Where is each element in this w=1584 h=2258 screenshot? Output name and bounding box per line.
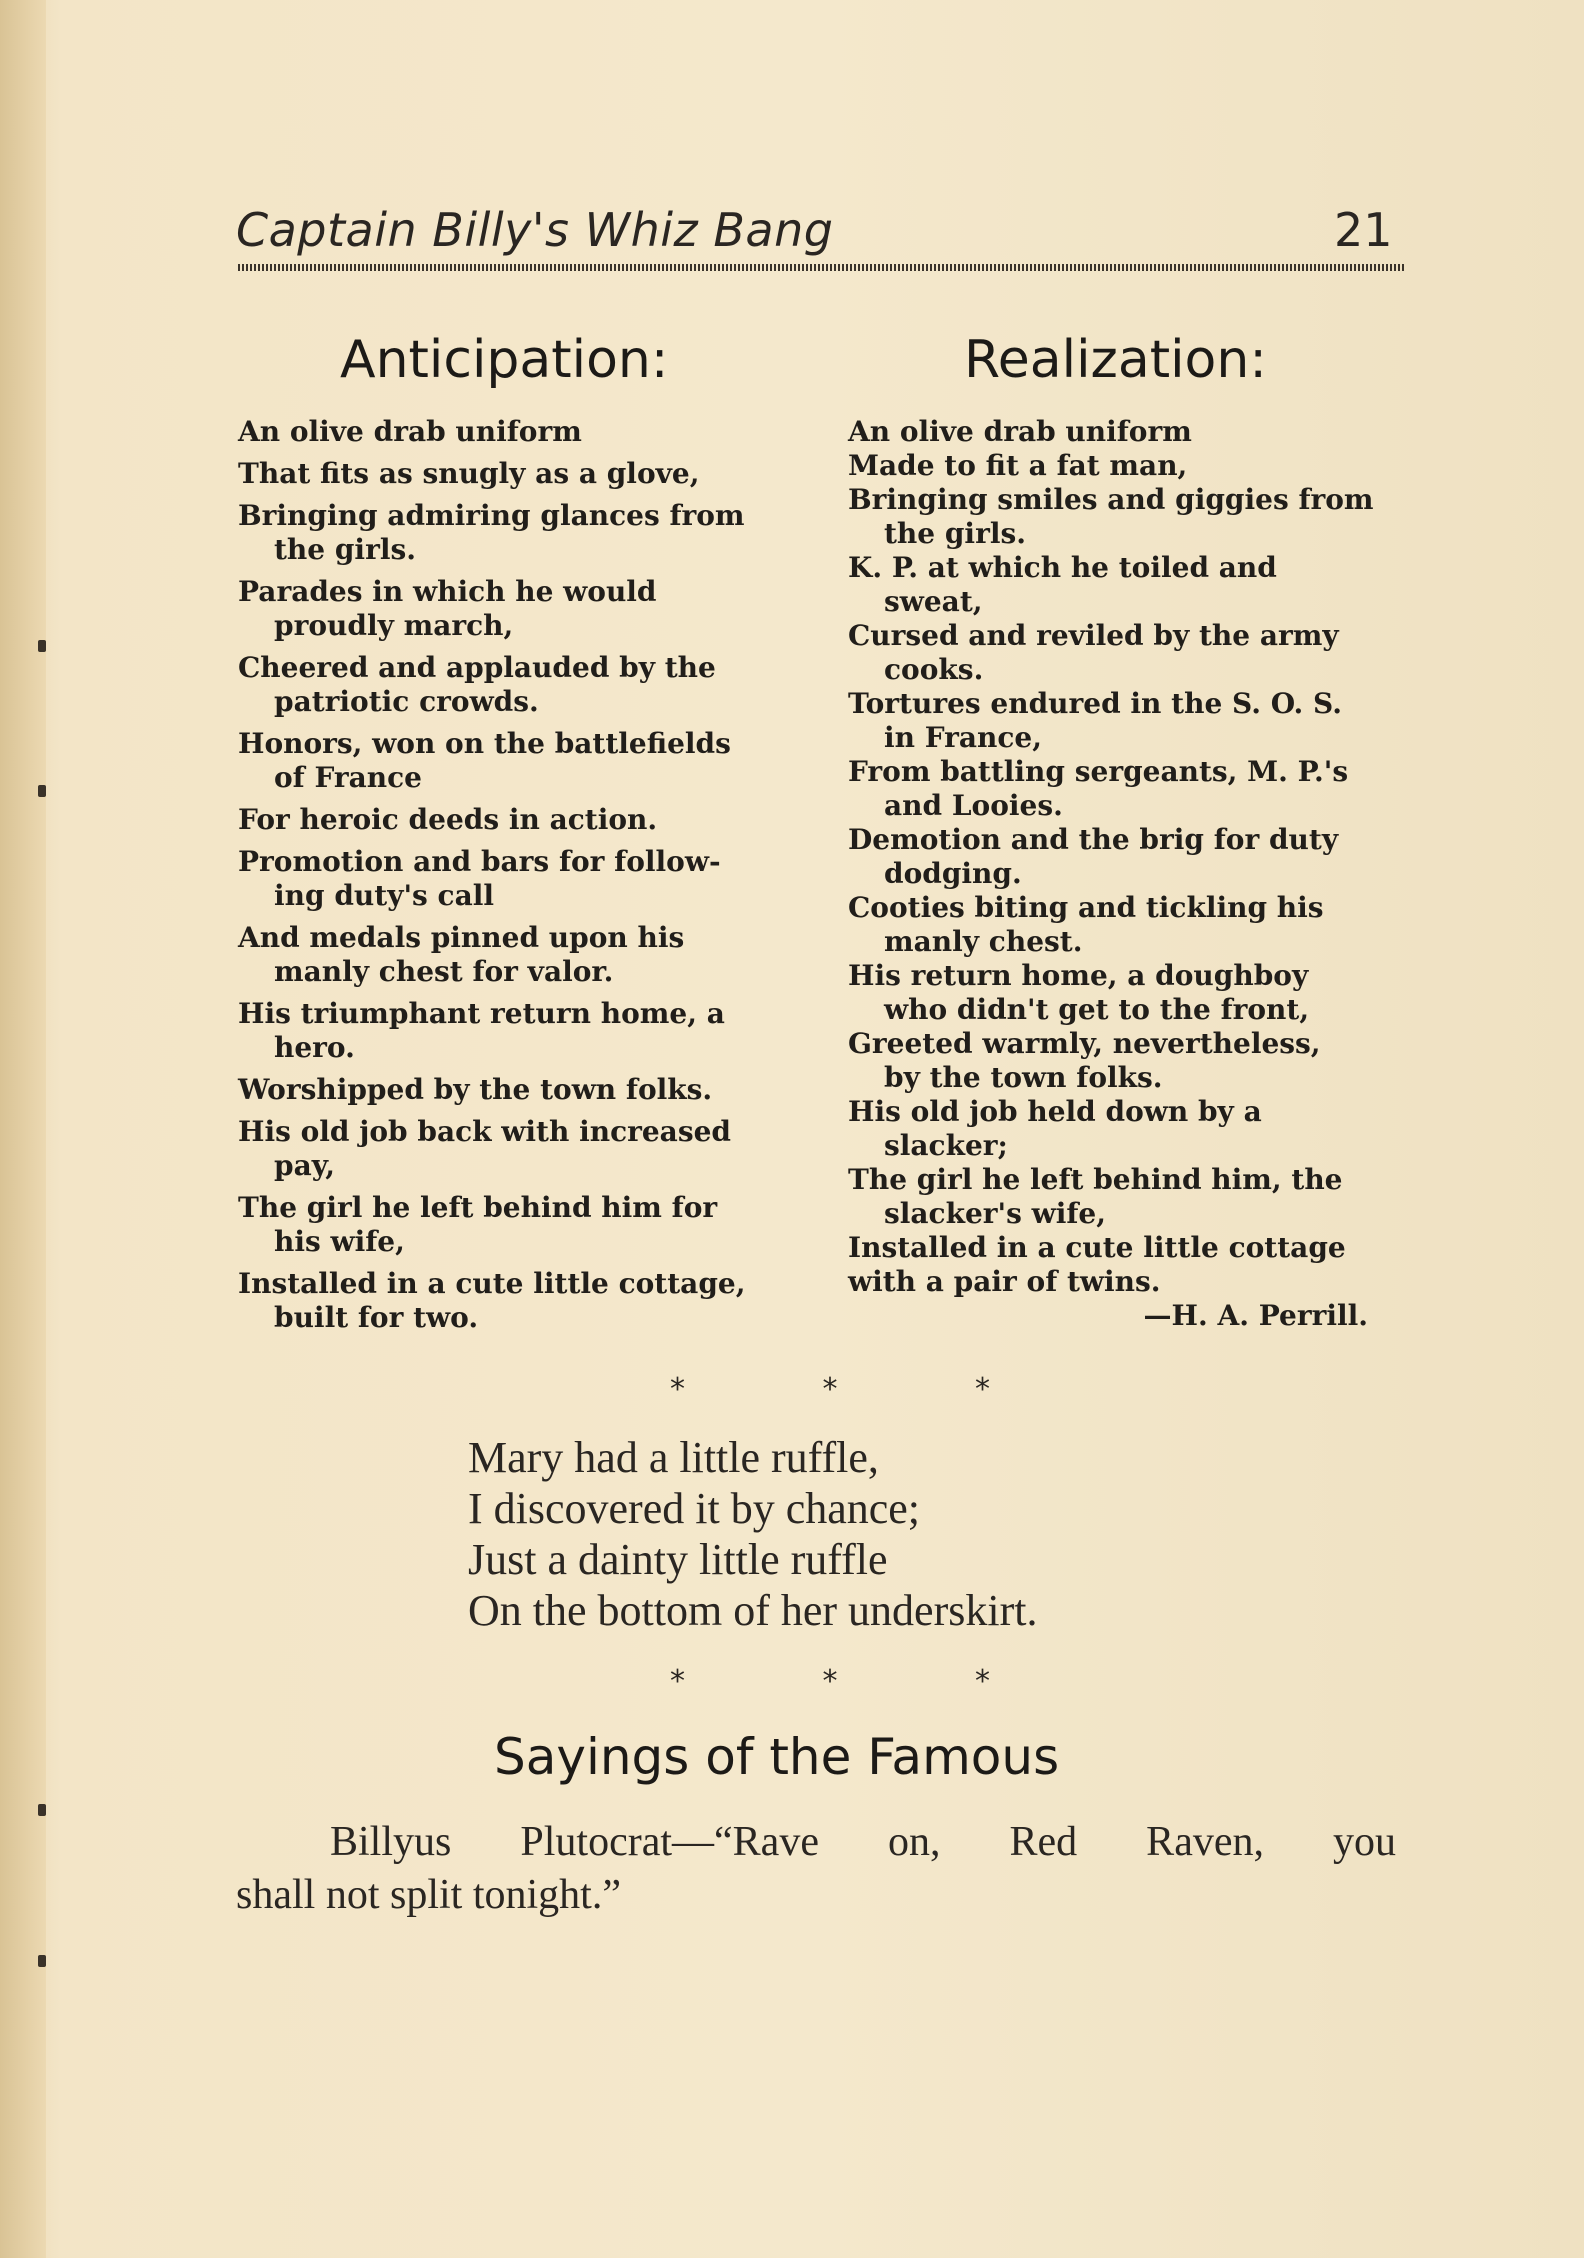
section-separator xyxy=(670,1372,990,1407)
poem-line-text: An olive drab uniform xyxy=(848,415,1192,448)
poem-line-continuation: cooks. xyxy=(884,653,984,686)
page-spine-edge xyxy=(0,0,46,2258)
binding-mark xyxy=(38,785,46,797)
poem-line-continuation: proudly march, xyxy=(274,609,514,642)
binding-mark xyxy=(38,1804,46,1816)
poem-line-text: His return home, a doughboy xyxy=(848,959,1309,992)
poem-line xyxy=(848,1163,1408,1231)
realization-poem xyxy=(848,415,1408,1333)
separator-asterisk: * xyxy=(670,1664,685,1699)
poem-line-text: Made to fit a fat man, xyxy=(848,449,1188,482)
ruffle-verse xyxy=(468,1432,1037,1636)
poem-line-text: Cheered and applauded by the xyxy=(238,651,716,684)
poem-line-continuation: dodging. xyxy=(884,857,1022,890)
poem-line-continuation: manly chest. xyxy=(884,925,1083,958)
verse-line: On the bottom of her underskirt. xyxy=(468,1586,1038,1635)
poem-line-text: Cooties biting and tickling his xyxy=(848,891,1324,924)
poem-line-continuation: the girls. xyxy=(274,533,416,566)
poem-line xyxy=(848,1095,1408,1163)
poem-line xyxy=(238,727,798,795)
poem-line-text: Demotion and the brig for duty xyxy=(848,823,1339,856)
poem-line-text: Greeted warmly, nevertheless, xyxy=(848,1027,1321,1060)
binding-mark xyxy=(38,640,46,652)
poem-line xyxy=(848,619,1408,687)
poem-line-continuation: his wife, xyxy=(274,1225,405,1258)
poem-line xyxy=(848,551,1408,619)
poem-line-continuation: pay, xyxy=(274,1149,336,1182)
poem-line xyxy=(848,1231,1408,1265)
separator-asterisk: * xyxy=(670,1372,685,1407)
saying-line: shall not split tonight.” xyxy=(236,1872,621,1918)
verse-line: I discovered it by chance; xyxy=(468,1484,921,1533)
poem-line-continuation: the girls. xyxy=(884,517,1026,550)
poem-line xyxy=(848,687,1408,755)
poem-line xyxy=(848,483,1408,551)
poem-line-text: And medals pinned upon his xyxy=(238,921,685,954)
poem-line xyxy=(238,1073,798,1107)
poem-line xyxy=(848,449,1408,483)
page-number: 21 xyxy=(1334,203,1393,257)
section-separator xyxy=(670,1664,990,1699)
realization-heading: Realization: xyxy=(964,330,1267,390)
poem-line-text: with a pair of twins. xyxy=(848,1265,1161,1298)
poem-line-text: K. P. at which he toiled and xyxy=(848,551,1277,584)
poem-line xyxy=(238,997,798,1065)
poem-line-text: Bringing smiles and giggies from xyxy=(848,483,1374,516)
poem-line-continuation: sweat, xyxy=(884,585,983,618)
poem-line xyxy=(238,921,798,989)
verse-line: Mary had a little ruffle, xyxy=(468,1433,879,1482)
poem-line-text: An olive drab uniform xyxy=(238,415,582,448)
binding-mark xyxy=(38,1955,46,1967)
poem-line-text: His triumphant return home, a xyxy=(238,997,725,1030)
header-rule xyxy=(238,264,1404,271)
poem-line-continuation: manly chest for valor. xyxy=(274,955,614,988)
poem-line-continuation: by the town folks. xyxy=(884,1061,1163,1094)
poem-line xyxy=(238,457,798,491)
separator-asterisk: * xyxy=(975,1372,990,1407)
poem-line xyxy=(848,823,1408,891)
running-title: Captain Billy's Whiz Bang xyxy=(236,203,834,257)
poem-line-text: From battling sergeants, M. P.'s xyxy=(848,755,1349,788)
poem-line-continuation: who didn't get to the front, xyxy=(884,993,1310,1026)
poem-line-text: Bringing admiring glances from xyxy=(238,499,745,532)
poem-line-text: The girl he left behind him, the xyxy=(848,1163,1343,1196)
separator-asterisk: * xyxy=(822,1372,838,1407)
poem-line-continuation: in France, xyxy=(884,721,1042,754)
poem-line-continuation: patriotic crowds. xyxy=(274,685,539,718)
poem-line-continuation: slacker's wife, xyxy=(884,1197,1106,1230)
poem-line-continuation: and Looies. xyxy=(884,789,1063,822)
saying-line: Billyus Plutocrat—“Rave on, Red Raven, you xyxy=(330,1819,1396,1865)
poem-line-continuation: of France xyxy=(274,761,422,794)
sayings-heading: Sayings of the Famous xyxy=(494,1728,1060,1786)
anticipation-heading: Anticipation: xyxy=(340,330,669,390)
poem-line-text: That fits as snugly as a glove, xyxy=(238,457,700,490)
poem-line xyxy=(848,959,1408,1027)
poem-line-text: Tortures endured in the S. O. S. xyxy=(848,687,1342,720)
poem-line-text: Installed in a cute little cottage xyxy=(848,1231,1346,1264)
poem-line-text: Parades in which he would xyxy=(238,575,657,608)
poem-line xyxy=(238,415,798,449)
poem-line xyxy=(238,1115,798,1183)
anticipation-poem xyxy=(238,415,798,1343)
poem-line xyxy=(238,651,798,719)
poem-line-continuation: hero. xyxy=(274,1031,355,1064)
poem-line-continuation: slacker; xyxy=(884,1129,1008,1162)
poem-line-text: Worshipped by the town folks. xyxy=(238,1073,713,1106)
poem-line xyxy=(848,755,1408,823)
poem-line-text: Honors, won on the battlefields xyxy=(238,727,731,760)
separator-asterisk: * xyxy=(822,1664,838,1699)
verse-line: Just a dainty little ruffle xyxy=(468,1535,888,1584)
poem-line xyxy=(848,1265,1408,1299)
poem-line xyxy=(238,1191,798,1259)
poem-line xyxy=(848,891,1408,959)
poem-line-continuation: built for two. xyxy=(274,1301,479,1334)
poem-line-text: Cursed and reviled by the army xyxy=(848,619,1339,652)
poem-line-text: His old job back with increased xyxy=(238,1115,731,1148)
poem-line-continuation: ing duty's call xyxy=(274,879,495,912)
poem-line xyxy=(238,1267,798,1335)
poem-attribution: —H. A. Perrill. xyxy=(1143,1299,1368,1332)
poem-line xyxy=(238,499,798,567)
saying-paragraph xyxy=(236,1816,1396,1922)
poem-line xyxy=(238,575,798,643)
separator-asterisk: * xyxy=(975,1664,990,1699)
poem-line-text: The girl he left behind him for xyxy=(238,1191,718,1224)
poem-line-text: Installed in a cute little cottage, xyxy=(238,1267,746,1300)
poem-line xyxy=(238,845,798,913)
poem-line-text: His old job held down by a xyxy=(848,1095,1262,1128)
poem-line-text: Promotion and bars for follow- xyxy=(238,845,721,878)
poem-line xyxy=(848,415,1408,449)
poem-line xyxy=(238,803,798,837)
poem-line-text: For heroic deeds in action. xyxy=(238,803,658,836)
poem-line xyxy=(848,1027,1408,1095)
